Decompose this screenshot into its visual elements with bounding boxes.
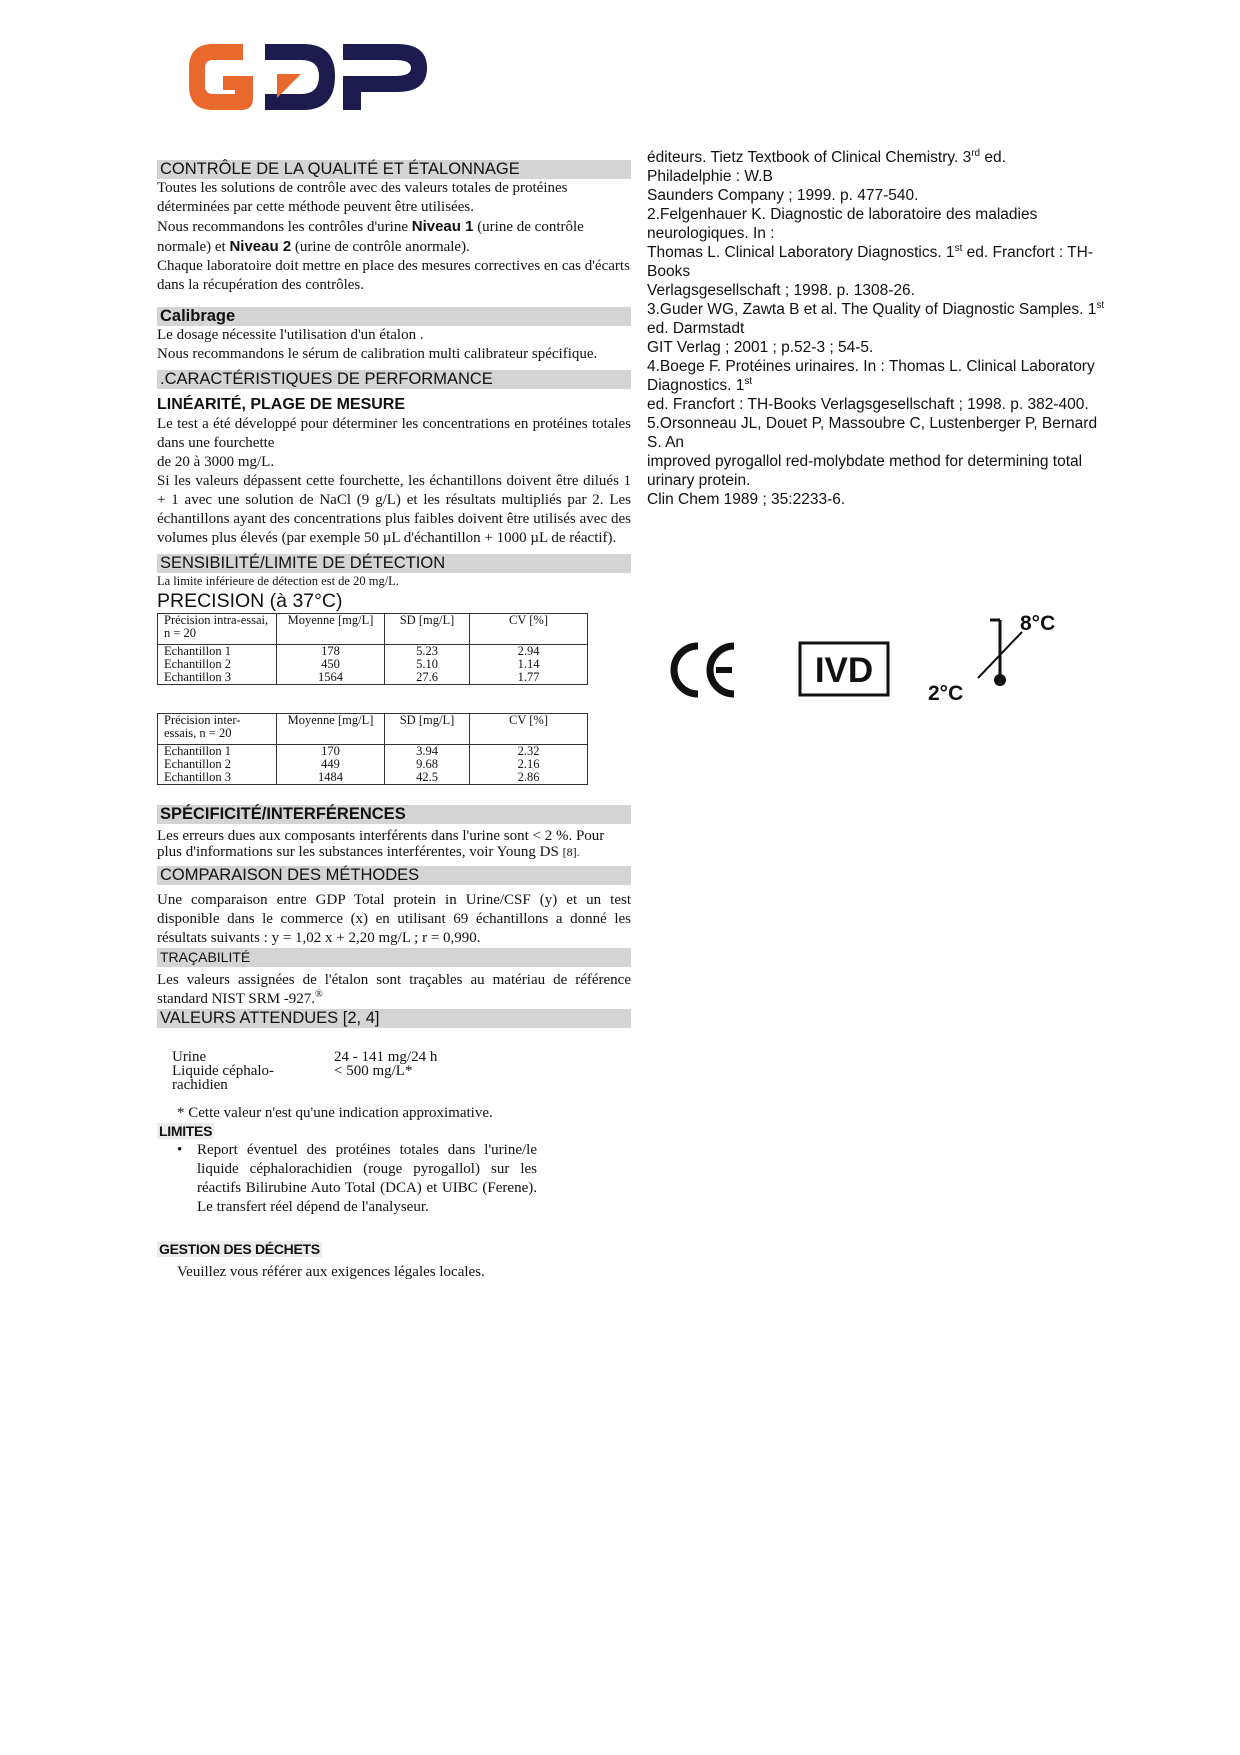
reference-item: Verlagsgesellschaft ; 1998. p. 1308-26. xyxy=(647,282,915,299)
waste-title: GESTION DES DÉCHETS xyxy=(159,1241,320,1257)
traceability-text: Les valeurs assignées de l'étalon sont traçables au matériau de référence standard NIST SRM -927.® xyxy=(157,972,631,1007)
table-header: Précision inter-essais, n = 20 xyxy=(158,714,277,745)
table-header: CV [%] xyxy=(470,714,588,745)
expected-row: Urine 24 - 141 mg/24 h xyxy=(172,1049,438,1065)
table-cell: Echantillon 3 xyxy=(158,771,277,785)
table-cell: 2.32 xyxy=(470,745,588,759)
table-header: Moyenne [mg/L] xyxy=(277,614,385,645)
linearity-p1: Le test a été développé pour déterminer les concentrations en protéines totales dans une fourchette xyxy=(157,416,631,451)
reference-item: ed. Francfort : TH-Books Verlagsgesellschaft ; 1998. p. 382-400. xyxy=(647,396,1089,413)
table-cell: Echantillon 2 xyxy=(158,658,277,671)
expected-title: VALEURS ATTENDUES [2, 4] xyxy=(157,1009,631,1028)
limits-bullet: • Report éventuel des protéines totales dans l'urine/le liquide céphalorachidien (rouge pyrogallol) sur les réactifs Bilirubine Auto Total (DCA) et UIBC (Ferene). Le transfert réel dépend de l'analyseur. xyxy=(177,1142,537,1215)
reference-item: GIT Verlag ; 2001 ; p.52-3 ; 54-5. xyxy=(647,339,874,356)
calibrage-text: Le dosage nécessite l'utilisation d'un étalon . Nous recommandons le sérum de calibration multi calibrateur spécifique. xyxy=(157,327,598,362)
regulatory-symbols xyxy=(660,610,1080,720)
table-cell: 42.5 xyxy=(385,771,470,785)
table-cell: 1.77 xyxy=(470,671,588,685)
table-header: SD [mg/L] xyxy=(385,714,470,745)
linearity-title: LINÉARITÉ, PLAGE DE MESURE xyxy=(157,396,406,413)
table-cell: Echantillon 1 xyxy=(158,745,277,759)
table-cell: 1564 xyxy=(277,671,385,685)
specificity-title: SPÉCIFICITÉ/INTERFÉRENCES xyxy=(157,805,631,824)
logo-letter-p xyxy=(343,44,427,110)
performance-title: .CARACTÉRISTIQUES DE PERFORMANCE xyxy=(157,370,631,389)
reference-item: éditeurs. Tietz Textbook of Clinical Chemistry. 3rd ed. xyxy=(647,147,1006,166)
ivd-symbol-icon xyxy=(800,643,888,695)
table-header-row xyxy=(158,614,588,645)
references xyxy=(647,148,1109,509)
sensitivity-text: La limite inférieure de détection est de 20 mg/L. xyxy=(157,574,399,588)
table-row xyxy=(158,745,588,759)
precision-title: PRECISION (à 37°C) xyxy=(157,590,343,612)
table-row xyxy=(158,671,588,685)
logo-letter-d xyxy=(265,44,335,110)
table-cell: Echantillon 2 xyxy=(158,758,277,771)
reference-item: Philadelphie : W.B xyxy=(647,168,773,185)
qc-text: Toutes les solutions de contrôle avec des valeurs totales de protéines déterminées par cette méthode peuvent être utilisées. Nous recommandons les contrôles d'urine Niveau 1 (urine de contrôle normale) et Niveau 2 (urine de contrôle anormale). Chaque laboratoire doit mettre en place des mesures correctives en cas d'écarts dans la récupération des contrôles. xyxy=(157,180,630,293)
reference-item: Saunders Company ; 1999. p. 477-540. xyxy=(647,187,919,204)
table-cell: 9.68 xyxy=(385,758,470,771)
expected-row: Liquide céphalo-rachidien < 500 mg/L* xyxy=(172,1063,413,1093)
sensitivity-title: SENSIBILITÉ/LIMITE DE DÉTECTION xyxy=(157,554,631,573)
table-cell: 2.94 xyxy=(470,645,588,659)
table-cell: 449 xyxy=(277,758,385,771)
table-cell: 170 xyxy=(277,745,385,759)
waste-text: Veuillez vous référer aux exigences légales locales. xyxy=(177,1264,485,1280)
table-header: SD [mg/L] xyxy=(385,614,470,645)
limits-title: LIMITES xyxy=(159,1123,213,1139)
specificity-text: Les erreurs dues aux composants interférents dans l'urine sont < 2 %. Pour plus d'informations sur les substances interférentes, voir Young DS [8]. xyxy=(157,828,605,860)
table-header: Précision intra-essai, n = 20 xyxy=(158,614,277,645)
traceability-title: TRAÇABILITÉ xyxy=(157,948,631,967)
temp-low-label: 2°C xyxy=(928,682,964,705)
gdp-logo xyxy=(183,36,433,118)
reference-item: 3.Guder WG, Zawta B et al. The Quality of Diagnostic Samples. 1st ed. Darmstadt xyxy=(647,299,1105,337)
table-cell: 1484 xyxy=(277,771,385,785)
comparison-title: COMPARAISON DES MÉTHODES xyxy=(157,866,631,885)
table-header: Moyenne [mg/L] xyxy=(277,714,385,745)
reference-item: 2.Felgenhauer K. Diagnostic de laboratoire des maladies neurologiques. In : xyxy=(647,206,1038,242)
qc-title: CONTRÔLE DE LA QUALITÉ ET ÉTALONNAGE xyxy=(157,160,631,179)
table-row xyxy=(158,645,588,659)
table-cell: 2.16 xyxy=(470,758,588,771)
precision-inter-table xyxy=(157,713,588,785)
expected-note: * Cette valeur n'est qu'une indication approximative. xyxy=(177,1105,493,1121)
table-cell: 2.86 xyxy=(470,771,588,785)
table-cell: 450 xyxy=(277,658,385,671)
reference-item: Clin Chem 1989 ; 35:2233-6. xyxy=(647,491,846,508)
table-header: CV [%] xyxy=(470,614,588,645)
logo-letter-g xyxy=(189,44,253,110)
expected-values xyxy=(157,1050,631,1092)
reference-item: 5.Orsonneau JL, Douet P, Massoubre C, Lustenberger P, Bernard S. An xyxy=(647,415,1098,451)
table-header-row xyxy=(158,714,588,745)
ivd-label: IVD xyxy=(814,651,874,690)
temp-high-label: 8°C xyxy=(1020,612,1056,635)
ce-mark-icon xyxy=(674,646,734,694)
calibrage-title: Calibrage xyxy=(157,307,631,326)
table-cell: Echantillon 3 xyxy=(158,671,277,685)
table-cell: Echantillon 1 xyxy=(158,645,277,659)
reference-item: Thomas L. Clinical Laboratory Diagnostics. 1st ed. Francfort : TH-Books xyxy=(647,242,1093,280)
linearity-p3: Si les valeurs dépassent cette fourchette, les échantillons doivent être dilués 1 + 1 avec une solution de NaCl (9 g/L) et les résultats multipliés par 2. Les échantillons ayant des concentrations plus faibles doivent être utilisés avec des volumes plus élevés (par exemple 50 µL d'échantillon + 1000 µL de réactif). xyxy=(157,473,631,546)
temperature-limit-icon xyxy=(928,612,1055,705)
reference-item: 4.Boege F. Protéines urinaires. In : Thomas L. Clinical Laboratory Diagnostics. 1st xyxy=(647,358,1095,394)
table-cell: 5.23 xyxy=(385,645,470,659)
reference-item: improved pyrogallol red-molybdate method for determining total urinary protein. xyxy=(647,453,1083,489)
table-cell: 178 xyxy=(277,645,385,659)
table-cell: 1.14 xyxy=(470,658,588,671)
precision-intra-table xyxy=(157,613,588,685)
table-row xyxy=(158,771,588,785)
comparison-text: Une comparaison entre GDP Total protein in Urine/CSF (y) et un test disponible dans le commerce (x) en utilisant 69 échantillons a donné les résultats suivants : y = 1,02 x + 2,20 mg/L ; r = 0,990. xyxy=(157,892,631,946)
table-cell: 5.10 xyxy=(385,658,470,671)
linearity-p2: de 20 à 3000 mg/L. xyxy=(157,454,275,470)
table-cell: 27.6 xyxy=(385,671,470,685)
table-cell: 3.94 xyxy=(385,745,470,759)
